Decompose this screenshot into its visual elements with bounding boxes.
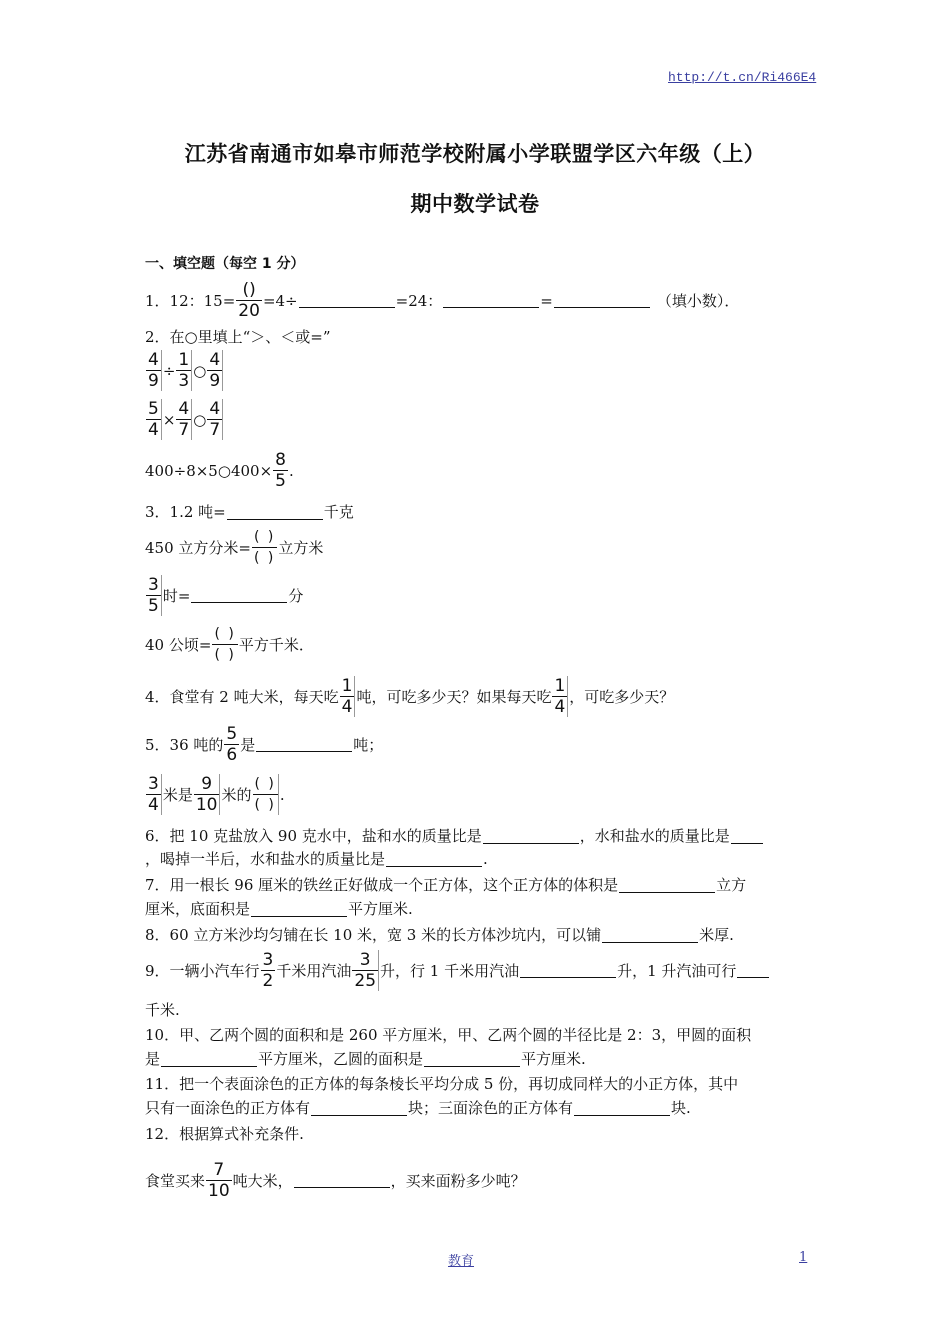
answer-blank[interactable] bbox=[619, 878, 715, 893]
q5-text-b3: . bbox=[279, 785, 285, 804]
denominator: ( ) bbox=[212, 644, 237, 665]
q7-text-c: 厘米，底面积是 bbox=[145, 900, 251, 918]
numerator: 3 bbox=[148, 774, 159, 794]
section-heading: 一、填空题（每空 1 分） bbox=[145, 256, 305, 272]
q7-text-d: 平方厘米. bbox=[348, 900, 413, 918]
footer-center-link[interactable]: 教育 bbox=[448, 1254, 475, 1269]
page-subtitle: 期中数学试卷 bbox=[410, 192, 540, 216]
numerator: 5 bbox=[148, 399, 159, 419]
q7-text-b: 立方 bbox=[716, 876, 747, 894]
q2-compare-2 bbox=[145, 399, 224, 440]
answer-blank[interactable] bbox=[294, 1173, 390, 1188]
numerator: 4 bbox=[209, 399, 221, 419]
fraction-3-4 bbox=[146, 774, 162, 815]
q12-text-b: 食堂买来 bbox=[145, 1171, 206, 1190]
q12-text-d: ，买来面粉多少吨？ bbox=[390, 1171, 526, 1190]
fraction-5-4 bbox=[146, 399, 162, 440]
fraction-blank[interactable] bbox=[253, 774, 279, 815]
q3-text-a2: 千克 bbox=[323, 503, 354, 521]
fraction-3-25 bbox=[352, 950, 379, 991]
q9-line-2 bbox=[145, 1000, 180, 1020]
q10-text-d: 平方厘米. bbox=[521, 1050, 586, 1068]
q5-text-b1: 米是 bbox=[162, 785, 193, 804]
answer-blank[interactable] bbox=[602, 928, 698, 943]
question-2 bbox=[145, 327, 331, 347]
denominator: 9 bbox=[209, 371, 221, 391]
period: . bbox=[288, 461, 294, 480]
q5-line-2 bbox=[145, 774, 285, 815]
q2-compare-1 bbox=[145, 350, 224, 391]
q11-text-c: 块；三面涂色的正方体有 bbox=[408, 1099, 574, 1117]
q12-text-c: 吨大米， bbox=[232, 1171, 293, 1190]
fraction-4-7 bbox=[207, 399, 223, 440]
numerator: ( ) bbox=[214, 626, 236, 642]
q3-text-b2: 立方米 bbox=[278, 538, 324, 557]
q10-text-c: 平方厘米，乙圆的面积是 bbox=[258, 1050, 424, 1068]
question-3 bbox=[145, 502, 354, 522]
denominator: 20 bbox=[238, 301, 260, 321]
q3-text-a1: 3．1.2 吨= bbox=[145, 503, 226, 521]
answer-blank[interactable] bbox=[299, 293, 395, 308]
answer-blank[interactable] bbox=[161, 1052, 257, 1067]
q10-line-2 bbox=[145, 1049, 586, 1069]
answer-blank[interactable] bbox=[520, 963, 616, 978]
q3-text-c1: 时= bbox=[162, 586, 191, 605]
q11-line-2 bbox=[145, 1098, 691, 1118]
q9-text-a: 9．一辆小汽车行 bbox=[145, 961, 260, 980]
fraction-1-4 bbox=[552, 676, 568, 717]
page-number: 1 bbox=[799, 1250, 808, 1265]
q8-text-b: 米厚. bbox=[699, 926, 734, 944]
numerator: 3 bbox=[359, 950, 371, 970]
denominator: 10 bbox=[195, 795, 218, 815]
q2-line3-text: 400÷8×5○400× bbox=[145, 461, 273, 480]
fraction-8-5 bbox=[273, 450, 288, 491]
fraction-blank[interactable] bbox=[252, 527, 277, 568]
denominator: 7 bbox=[178, 420, 190, 440]
q12-text-a: 12．根据算式补充条件. bbox=[145, 1125, 304, 1143]
denominator: 4 bbox=[341, 697, 353, 717]
q1-text-e: （填小数）． bbox=[656, 291, 740, 310]
q3-line-4 bbox=[145, 624, 314, 665]
q10-text-b: 是 bbox=[145, 1050, 161, 1068]
answer-blank[interactable] bbox=[256, 737, 352, 752]
fraction-1-4 bbox=[340, 676, 356, 717]
q6-text-b: ，水和盐水的质量比是 bbox=[579, 827, 730, 845]
q5-text-a1: 5．36 吨的 bbox=[145, 735, 224, 754]
question-12 bbox=[145, 1124, 304, 1144]
q4-text-b: 吨，可吃多少天？如果每天吃 bbox=[356, 687, 552, 706]
q3-line-2 bbox=[145, 527, 323, 568]
denominator: 10 bbox=[208, 1181, 230, 1201]
answer-blank[interactable] bbox=[311, 1101, 407, 1116]
fraction-5-6 bbox=[224, 724, 239, 765]
answer-blank[interactable] bbox=[191, 588, 287, 603]
header-link[interactable]: http://t.cn/Ri466E4 bbox=[668, 70, 817, 85]
denominator: ( ) bbox=[252, 547, 277, 568]
numerator: 5 bbox=[226, 724, 238, 744]
answer-blank[interactable] bbox=[251, 902, 347, 917]
q3-text-d1: 40 公顷= bbox=[145, 635, 212, 654]
q7-line-2 bbox=[145, 899, 413, 919]
answer-blank[interactable] bbox=[574, 1101, 670, 1116]
q2-intro: 2．在○里填上“＞、＜或=” bbox=[145, 328, 331, 346]
q6-text-c: ，喝掉一半后，水和盐水的质量比是 bbox=[145, 850, 386, 868]
denominator: 25 bbox=[354, 971, 377, 991]
numerator: 1 bbox=[178, 350, 190, 370]
q8-text-a: 8．60 立方米沙均匀铺在长 10 米，宽 3 米的长方体沙坑内，可以铺 bbox=[145, 926, 602, 944]
fraction-7-10 bbox=[206, 1160, 232, 1201]
q1-text-d: = bbox=[540, 291, 553, 310]
numerator: () bbox=[242, 280, 256, 300]
numerator: 1 bbox=[554, 676, 566, 696]
denominator: 7 bbox=[209, 420, 221, 440]
q4-text-a: 4．食堂有 2 吨大米，每天吃 bbox=[145, 687, 339, 706]
answer-blank[interactable] bbox=[424, 1052, 520, 1067]
question-1 bbox=[145, 280, 739, 321]
q3-text-c2: 分 bbox=[288, 586, 304, 605]
q11-text-d: 块. bbox=[671, 1099, 691, 1117]
question-7 bbox=[145, 875, 746, 895]
fraction-blank[interactable] bbox=[212, 624, 237, 665]
denominator: 5 bbox=[275, 471, 286, 491]
question-8 bbox=[145, 925, 734, 945]
q9-text-e: 千米. bbox=[145, 1001, 180, 1019]
numerator: 3 bbox=[262, 950, 274, 970]
q6-text-d: . bbox=[483, 850, 488, 868]
numerator: ( ) bbox=[253, 529, 276, 545]
numerator: 8 bbox=[275, 450, 286, 470]
q5-text-b2: 米的 bbox=[221, 785, 252, 804]
answer-blank[interactable] bbox=[554, 293, 650, 308]
q7-text-a: 7．用一根长 96 厘米的铁丝正好做成一个正方体，这个正方体的体积是 bbox=[145, 876, 619, 894]
numerator: 4 bbox=[209, 350, 221, 370]
question-9 bbox=[145, 950, 770, 991]
q4-text-c: ，可吃多少天？ bbox=[569, 687, 675, 706]
numerator: 1 bbox=[341, 676, 353, 696]
denominator: 4 bbox=[554, 697, 566, 717]
denominator: 2 bbox=[262, 971, 274, 991]
question-4 bbox=[145, 676, 674, 717]
fraction-blank-over-20 bbox=[236, 280, 262, 321]
q1-text-a: 1．12：15= bbox=[145, 291, 236, 310]
compare-circle[interactable]: ○ bbox=[193, 361, 207, 380]
question-5 bbox=[145, 724, 383, 765]
q6-line-2 bbox=[145, 849, 488, 869]
answer-blank[interactable] bbox=[731, 829, 763, 844]
denominator: 4 bbox=[148, 795, 159, 815]
numerator: 7 bbox=[213, 1160, 225, 1180]
fraction-9-10 bbox=[194, 774, 221, 815]
q11-text-b: 只有一面涂色的正方体有 bbox=[145, 1099, 311, 1117]
numerator: 3 bbox=[148, 575, 159, 595]
q1-text-b: =4÷ bbox=[262, 291, 298, 310]
q6-text-a: 6．把 10 克盐放入 90 克水中，盐和水的质量比是 bbox=[145, 827, 482, 845]
fraction-3-2 bbox=[261, 950, 276, 991]
question-6 bbox=[145, 826, 764, 846]
answer-blank[interactable] bbox=[443, 293, 539, 308]
numerator: 4 bbox=[148, 350, 159, 370]
q10-text-a: 10．甲、乙两个圆的面积和是 260 平方厘米，甲、乙两个圆的半径比是 2：3，甲圆的面积 bbox=[145, 1026, 752, 1044]
answer-blank[interactable] bbox=[483, 829, 579, 844]
q3-line-3 bbox=[145, 575, 303, 616]
q1-text-c: =24： bbox=[395, 291, 443, 310]
denominator: 6 bbox=[226, 745, 238, 765]
numerator: 4 bbox=[178, 399, 190, 419]
q9-text-b: 千米用汽油 bbox=[276, 961, 352, 980]
divide-sign: ÷ bbox=[162, 361, 176, 380]
fraction-4-9 bbox=[146, 350, 162, 391]
fraction-4-9 bbox=[207, 350, 223, 391]
times-sign: × bbox=[162, 410, 176, 429]
denominator: ( ) bbox=[253, 794, 278, 815]
question-10 bbox=[145, 1025, 751, 1045]
q5-text-a2: 是 bbox=[240, 735, 256, 754]
fraction-4-7 bbox=[176, 399, 192, 440]
q5-text-a3: 吨； bbox=[353, 735, 384, 754]
q3-text-b1: 450 立方分米= bbox=[145, 538, 251, 557]
fraction-3-5 bbox=[146, 575, 162, 616]
denominator: 9 bbox=[148, 371, 159, 391]
numerator: ( ) bbox=[254, 776, 276, 792]
q9-text-c: 升，行 1 千米用汽油 bbox=[380, 961, 520, 980]
answer-blank[interactable] bbox=[227, 505, 323, 520]
q11-text-a: 11．把一个表面涂色的正方体的每条棱长平均分成 5 份，再切成同样大的小正方体，其中 bbox=[145, 1075, 739, 1093]
denominator: 5 bbox=[148, 596, 159, 616]
q9-text-d: 升，1 升汽油可行 bbox=[617, 961, 737, 980]
compare-circle[interactable]: ○ bbox=[193, 410, 207, 429]
answer-blank[interactable] bbox=[386, 852, 482, 867]
page-title: 江苏省南通市如皋市师范学校附属小学联盟学区六年级（上） bbox=[184, 142, 766, 166]
denominator: 3 bbox=[178, 371, 190, 391]
fraction-1-3 bbox=[176, 350, 192, 391]
question-11 bbox=[145, 1074, 738, 1094]
answer-blank[interactable] bbox=[737, 963, 769, 978]
denominator: 4 bbox=[148, 420, 159, 440]
numerator: 9 bbox=[201, 774, 213, 794]
q12-line-2 bbox=[145, 1160, 526, 1201]
q3-text-d2: 平方千米． bbox=[238, 635, 314, 654]
q2-compare-3 bbox=[145, 450, 294, 491]
